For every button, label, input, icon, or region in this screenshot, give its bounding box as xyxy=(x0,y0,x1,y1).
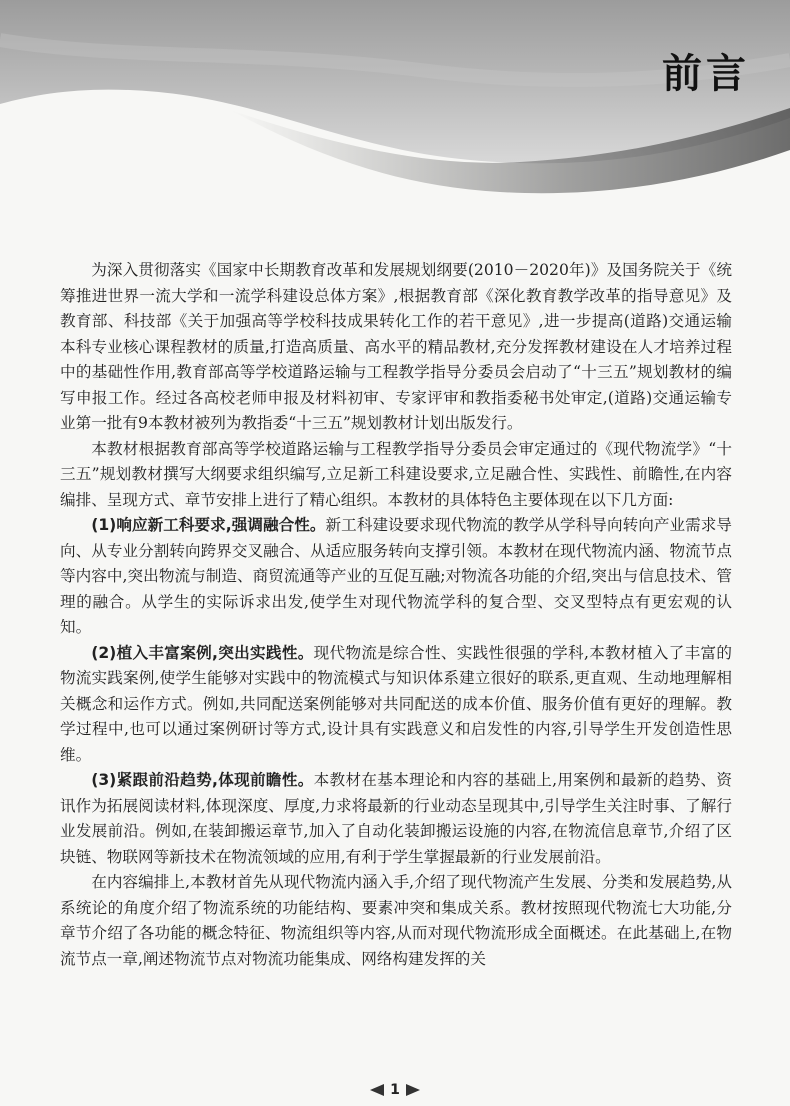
paragraph-text: 在内容编排上,本教材首先从现代物流内涵入手,介绍了现代物流产生发展、分类和发展趋势,从系统论的角度介绍了物流系统的功能结构、要素冲突和集成关系。教材按照现代物流七大功能,分章节介绍了各功能的概念特征、物流组织等内容,从而对现代物流形成全面概述。在此基础上,在物流节点一章,阐述物流节点对物流功能集成、网络构建发挥的关 xyxy=(60,873,732,968)
triangle-left-icon xyxy=(370,1084,384,1096)
paragraph-text: 本教材根据教育部高等学校道路运输与工程教学指导分委员会审定通过的《现代物流学》“十三五”规划教材撰写大纲要求组织编写,立足新工科建设要求,立足融合性、实践性、前瞻性,在内容编排、呈现方式、章节安排上进行了精心组织。本教材的具体特色主要体现在以下几方面: xyxy=(60,439,732,509)
paragraph-lead: (3)紧跟前沿趋势,体现前瞻性。 xyxy=(91,771,314,789)
paragraph-structure xyxy=(60,870,732,972)
page-title: 前言 xyxy=(662,51,750,97)
paragraph-lead: (2)植入丰富案例,突出实践性。 xyxy=(91,643,314,662)
header-ink-wash-band xyxy=(0,0,790,200)
paragraph-text: 新工科建设要求现代物流的教学从学科导向转向产业需求导向、从专业分割转向跨界交叉融合、从适应服务转向支撑引领。本教材在现代物流内涵、物流节点等内容中,突出物流与制造、商贸流通等产业的互促互融;对物流各功能的介绍,突出与信息技术、管理的融合。从学生的实际诉求出发,使学生对现代物流学科的复合型、交叉型特点有更宏观的认知。 xyxy=(60,516,732,636)
page-number: 1 xyxy=(390,1082,400,1098)
paragraph-overview xyxy=(60,437,732,514)
paragraph-feature-1 xyxy=(60,513,732,641)
paragraph-feature-2 xyxy=(60,641,732,769)
page-footer xyxy=(0,1082,790,1098)
triangle-right-icon xyxy=(406,1084,420,1096)
body-text xyxy=(60,258,732,972)
paragraph-intro xyxy=(60,258,732,437)
paragraph-text: 本教材在基本理论和内容的基础上,用案例和最新的趋势、资讯作为拓展阅读材料,体现深度、厚度,力求将最新的行业动态呈现其中,引导学生关注时事、了解行业发展前沿。例如,在装卸搬运章节,加入了自动化装卸搬运设施的内容,在物流信息章节,介绍了区块链、物联网等新技术在物流领域的应用,有利于学生掌握最新的行业发展前沿。 xyxy=(60,771,732,866)
paragraph-lead: (1)响应新工科要求,强调融合性。 xyxy=(91,516,326,534)
paragraph-feature-3 xyxy=(60,768,732,870)
paragraph-text: 为深入贯彻落实《国家中长期教育改革和发展规划纲要(2010－2020年)》及国务院关于《统筹推进世界一流大学和一流学科建设总体方案》,根据教育部《深化教育教学改革的指导意见》及教育部、科技部《关于加强高等学校科技成果转化工作的若干意见》,进一步提高(道路)交通运输本科专业核心课程教材的质量,打造高质量、高水平的精品教材,充分发挥教材建设在人才培养过程中的基础性作用,教育部高等学校道路运输与工程教学指导分委员会启动了“十三五”规划教材的编写申报工作。经过各高校老师申报及材料初审、专家评审和教指委秘书处审定,(道路)交通运输专业第一批有9本教材被列为教指委“十三五”规划教材计划出版发行。 xyxy=(60,261,732,432)
paragraph-text: 现代物流是综合性、实践性很强的学科,本教材植入了丰富的物流实践案例,使学生能够对实践中的物流模式与知识体系建立很好的联系,更直观、生动地理解相关概念和运作方式。例如,共同配送案例能够对共同配送的成本价值、服务价值有更好的理解。教学过程中,也可以通过案例研讨等方式,设计具有实践意义和启发性的内容,引导学生开发创造性思维。 xyxy=(60,643,732,764)
